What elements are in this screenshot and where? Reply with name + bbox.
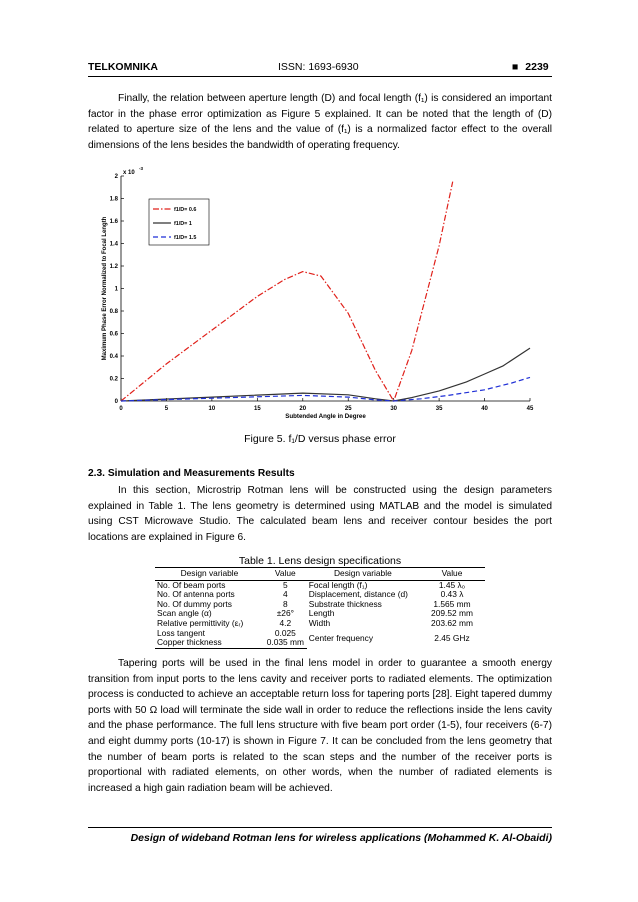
- figure-caption: Figure 5. f₁/D versus phase error: [244, 433, 396, 445]
- table-cell: No. Of beam ports: [157, 579, 226, 590]
- table-cell: Copper thickness: [155, 638, 264, 648]
- table-cell: 1.565 mm: [433, 598, 471, 609]
- x-tick-label: 0: [119, 406, 123, 412]
- section-paragraph: In this section, Microstrip Rotman lens will be constructed using the design parameters explained in Table 1. The lens geometry is determined using MATLAB and the model is simulated using CST Microwave Studio. The calculated beam lens and receiver contour besides the port locations are explained in Figure 6.: [88, 485, 552, 543]
- table-caption: Table 1. Lens design specifications: [238, 555, 402, 567]
- phase-error-chart: [88, 160, 552, 430]
- x-tick-label: 45: [526, 406, 534, 412]
- table-cell: Width: [308, 617, 331, 628]
- y-multiplier: x 10: [123, 170, 135, 176]
- y-axis-label: Maximum Phase Error Normalized to Focal Length: [102, 216, 108, 361]
- col-header: Design variable: [155, 568, 264, 581]
- y-tick-label: 1.2: [109, 264, 118, 270]
- journal-name: TELKOMNIKA: [88, 61, 158, 73]
- page-number-block: [512, 61, 549, 73]
- x-axis-label: Subtended Angle in Degree: [285, 413, 366, 420]
- legend-label: f1/D= 1.5: [174, 235, 197, 241]
- y-tick-label: 0.8: [109, 309, 118, 315]
- section-heading: 2.3. Simulation and Measurements Results: [88, 468, 295, 479]
- closing-paragraph: Tapering ports will be used in the final lens model in order to guarantee a smooth energy transition from input ports to the lens cavity and receiver ports to radiated elements. The optimization process is conducted to achieve an acceptable return loss for tapering ports [28]. Eight tapered dummy ports with 50 Ω load will terminate the side wall in order to reduce the reflections inside the lens cavity and the phase performance. The full lens structure with five beam port order (1-5), four receivers (6-7) and eight dummy ports (10-17) is shown in Figure 7. It can be concluded from the lens geometry that the number of beam ports is related to the scan steps and the number of the receiver ports is proportional with radiated elements, on other words, when the number of radiated elements is increased a high gain radiation beam will be achieved.: [88, 658, 552, 794]
- y-tick-label: 0: [114, 399, 118, 405]
- y-tick-label: 0.2: [109, 376, 118, 383]
- table-cell: 5: [283, 579, 288, 590]
- series-line: [121, 348, 530, 401]
- legend-label: f1/D= 1: [174, 221, 192, 227]
- table-cell: 4: [283, 589, 288, 600]
- table-cell: No. Of antenna ports: [157, 589, 235, 600]
- design-spec-table: [155, 567, 485, 649]
- col-header: Design variable: [307, 568, 419, 581]
- table-cell: 0.43 λ: [440, 589, 464, 600]
- table-cell: Substrate thickness: [308, 598, 382, 609]
- table-cell: 203.62 mm: [431, 617, 473, 628]
- table-cell: 209.52 mm: [431, 608, 473, 619]
- y-tick-label: 1.4: [109, 241, 118, 248]
- table-cell: 1.45 λ₀: [438, 579, 466, 590]
- table-cell: 0.035 mm: [264, 638, 307, 648]
- table-cell: Displacement, distance (d): [308, 589, 408, 600]
- x-tick-label: 20: [299, 406, 307, 412]
- table-header-row: [155, 568, 485, 581]
- x-tick-label: 25: [344, 406, 352, 412]
- x-tick-label: 15: [253, 406, 261, 412]
- x-tick-label: 30: [390, 406, 398, 412]
- table-cell: No. Of dummy ports: [157, 598, 232, 609]
- header-rule: [88, 76, 552, 77]
- table-cell: 2.45 GHz: [434, 632, 470, 643]
- y-tick-label: 2: [114, 174, 118, 180]
- table-cell: ±26°: [276, 608, 294, 619]
- table-cell: Relative permittivity (εᵣ): [157, 617, 244, 628]
- table-cell: Focal length (f₁): [308, 579, 368, 590]
- y-tick-label: 0.4: [109, 354, 118, 360]
- issn: ISSN: 1693-6930: [278, 61, 359, 73]
- y-tick-label: 1.6: [109, 219, 118, 225]
- x-tick-label: 35: [435, 406, 443, 412]
- table-cell: Loss tangent: [157, 627, 205, 638]
- intro-paragraph: Finally, the relation between aperture length (D) and focal length (f₁) is considered an important factor in the phase error optimization as Figure 5 explained. It can be noted that the length of (D) related to aperture size of the lens and the value of (f₁) is a normalized factor effect to the overall dimensions of the lens besides the bandwidth of operating frequency.: [88, 93, 552, 151]
- legend-label: f1/D= 0.6: [174, 207, 197, 213]
- table-cell: Scan angle (α): [157, 608, 212, 619]
- y-multiplier-exponent: -3: [139, 166, 144, 171]
- table-cell: 4.2: [279, 617, 292, 628]
- table-cell: 8: [283, 598, 288, 609]
- col-header: Value: [419, 568, 485, 581]
- x-tick-label: 10: [208, 406, 216, 412]
- figure-5: [88, 160, 552, 430]
- page-footer: Design of wideband Rotman lens for wireless applications (Mohammed K. Al-Obaidi): [130, 832, 552, 844]
- table-cell: Length: [308, 608, 335, 619]
- x-tick-label: 40: [481, 406, 488, 412]
- y-tick-label: 1.8: [109, 196, 118, 203]
- y-tick-label: 1: [114, 286, 118, 293]
- y-tick-label: 0.6: [109, 331, 118, 338]
- bullet-icon: ■: [512, 61, 519, 73]
- table-cell: Center frequency: [308, 632, 374, 643]
- x-tick-label: 5: [164, 406, 169, 412]
- col-header: Value: [264, 568, 307, 581]
- footer-rule: [88, 827, 552, 828]
- table-cell: 0.025: [274, 627, 296, 638]
- page-number: 2239: [525, 61, 549, 73]
